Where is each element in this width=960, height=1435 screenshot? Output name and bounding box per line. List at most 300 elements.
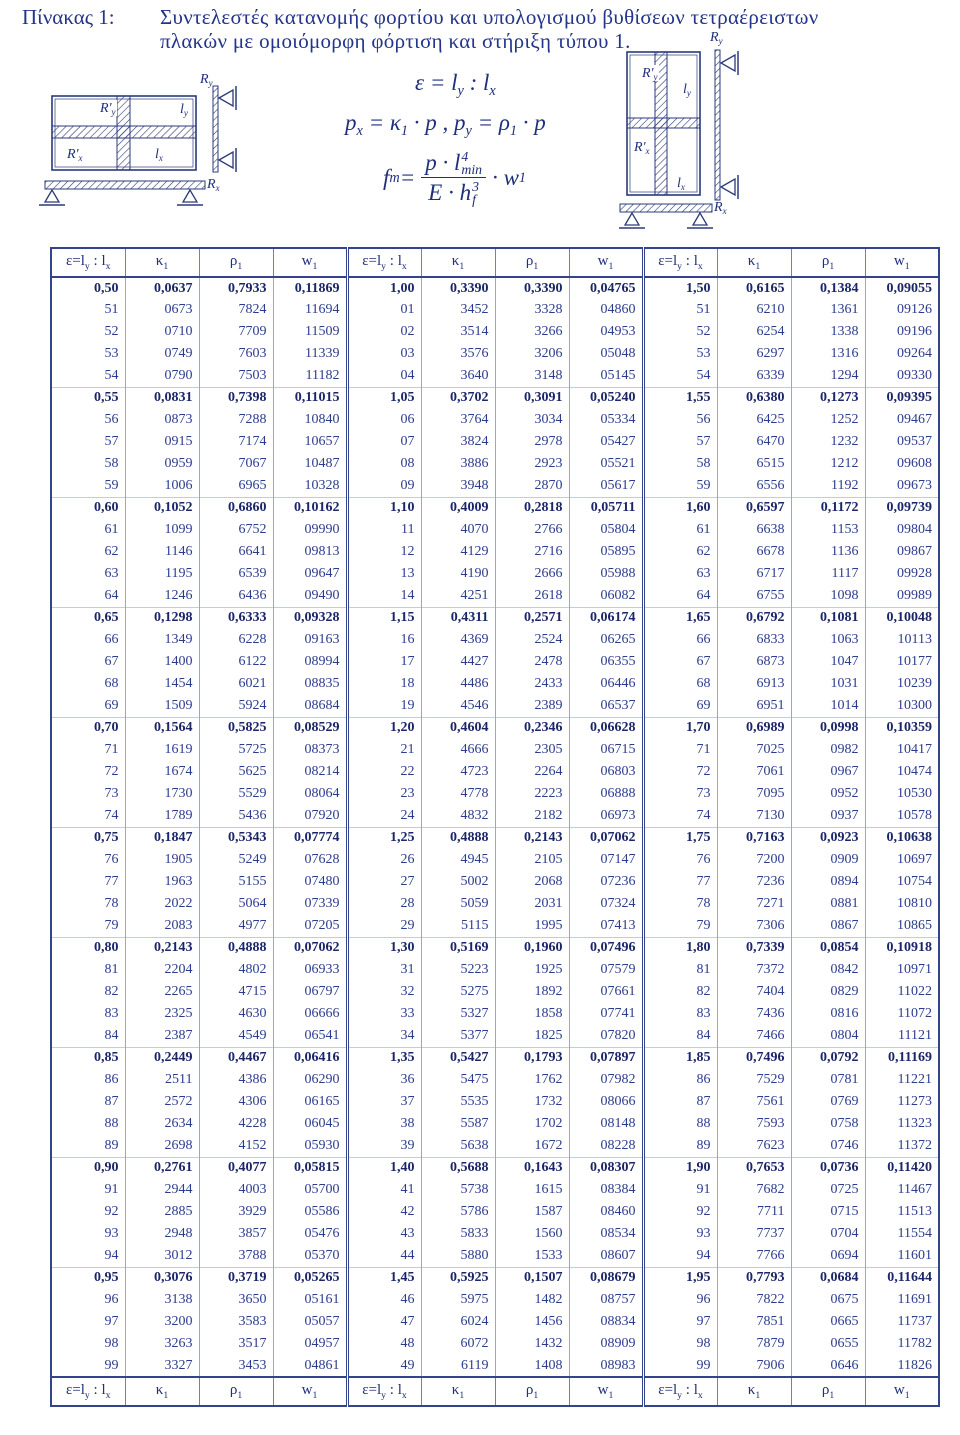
cell-rho1: 1338 bbox=[791, 321, 865, 343]
cell-epsilon: 78 bbox=[643, 893, 717, 915]
table-row bbox=[51, 541, 939, 563]
cell-epsilon: 1,40 bbox=[347, 1157, 421, 1179]
header-w1 bbox=[865, 1377, 939, 1406]
header-kappa1 bbox=[125, 248, 199, 277]
cell-w1: 05804 bbox=[569, 519, 643, 541]
cell-w1: 08994 bbox=[273, 651, 347, 673]
cell-epsilon: 0,75 bbox=[51, 827, 125, 849]
cell-rho1: 4386 bbox=[199, 1069, 273, 1091]
header-text: w bbox=[301, 253, 313, 269]
cell-kappa1: 1963 bbox=[125, 871, 199, 893]
cell-w1: 05895 bbox=[569, 541, 643, 563]
cell-epsilon: 02 bbox=[347, 321, 421, 343]
cell-w1: 11826 bbox=[865, 1355, 939, 1377]
cell-epsilon: 1,20 bbox=[347, 717, 421, 739]
cell-w1: 07339 bbox=[273, 893, 347, 915]
cell-w1: 11513 bbox=[865, 1201, 939, 1223]
cell-kappa1: 3948 bbox=[421, 475, 495, 497]
cell-kappa1: 4129 bbox=[421, 541, 495, 563]
cell-w1: 10177 bbox=[865, 651, 939, 673]
table-row bbox=[51, 321, 939, 343]
cell-rho1: 0909 bbox=[791, 849, 865, 871]
cell-epsilon: 18 bbox=[347, 673, 421, 695]
cell-epsilon: 89 bbox=[643, 1135, 717, 1157]
cell-epsilon: 1,95 bbox=[643, 1267, 717, 1289]
cell-kappa1: 6717 bbox=[717, 563, 791, 585]
cell-epsilon: 64 bbox=[51, 585, 125, 607]
cell-w1: 0,08307 bbox=[569, 1157, 643, 1179]
header-text: ρ bbox=[229, 253, 238, 269]
cell-epsilon: 27 bbox=[347, 871, 421, 893]
formula-text: p · l bbox=[425, 150, 461, 176]
cell-w1: 06666 bbox=[273, 1003, 347, 1025]
cell-rho1: 4977 bbox=[199, 915, 273, 937]
cell-kappa1: 7200 bbox=[717, 849, 791, 871]
table-row bbox=[51, 805, 939, 827]
cell-rho1: 2223 bbox=[495, 783, 569, 805]
cell-rho1: 1762 bbox=[495, 1069, 569, 1091]
cell-epsilon: 74 bbox=[51, 805, 125, 827]
cell-kappa1: 0,1298 bbox=[125, 607, 199, 629]
cell-w1: 11691 bbox=[865, 1289, 939, 1311]
cell-epsilon: 98 bbox=[51, 1333, 125, 1355]
label-r-prime-x: $R'_x$ bbox=[67, 147, 83, 163]
cell-w1: 08148 bbox=[569, 1113, 643, 1135]
cell-w1: 10300 bbox=[865, 695, 939, 717]
cell-w1: 08384 bbox=[569, 1179, 643, 1201]
table-row bbox=[51, 1289, 939, 1311]
cell-w1: 08460 bbox=[569, 1201, 643, 1223]
beam-y bbox=[715, 50, 720, 200]
header-kappa1 bbox=[421, 1377, 495, 1406]
cell-w1: 09647 bbox=[273, 563, 347, 585]
cell-epsilon: 37 bbox=[347, 1091, 421, 1113]
header-text: : l bbox=[682, 253, 698, 269]
cell-rho1: 0,1793 bbox=[495, 1047, 569, 1069]
formula-superscript: 4 bbox=[461, 149, 469, 164]
cell-w1: 10487 bbox=[273, 453, 347, 475]
header-w1 bbox=[273, 248, 347, 277]
cell-kappa1: 2944 bbox=[125, 1179, 199, 1201]
table-row bbox=[51, 1091, 939, 1113]
header-text: : l bbox=[682, 1382, 698, 1398]
cell-rho1: 6436 bbox=[199, 585, 273, 607]
cell-w1: 10328 bbox=[273, 475, 347, 497]
table-row bbox=[51, 849, 939, 871]
cell-w1: 09264 bbox=[865, 343, 939, 365]
cell-w1: 08983 bbox=[569, 1355, 643, 1377]
cell-rho1: 4630 bbox=[199, 1003, 273, 1025]
cell-rho1: 1892 bbox=[495, 981, 569, 1003]
cell-rho1: 2524 bbox=[495, 629, 569, 651]
cell-kappa1: 7436 bbox=[717, 1003, 791, 1025]
header-subscript: x bbox=[105, 261, 111, 272]
cell-w1: 0,09328 bbox=[273, 607, 347, 629]
cell-rho1: 7603 bbox=[199, 343, 273, 365]
cell-w1: 0,06416 bbox=[273, 1047, 347, 1069]
cell-w1: 08534 bbox=[569, 1223, 643, 1245]
header-text: ε=l bbox=[658, 253, 678, 269]
header-text: κ bbox=[747, 253, 756, 269]
cell-epsilon: 08 bbox=[347, 453, 421, 475]
cell-kappa1: 2083 bbox=[125, 915, 199, 937]
cell-kappa1: 1349 bbox=[125, 629, 199, 651]
cell-w1: 0,10359 bbox=[865, 717, 939, 739]
cell-epsilon: 77 bbox=[51, 871, 125, 893]
cell-epsilon: 43 bbox=[347, 1223, 421, 1245]
cell-epsilon: 97 bbox=[51, 1311, 125, 1333]
cell-epsilon: 44 bbox=[347, 1245, 421, 1267]
header-text: w bbox=[893, 1382, 905, 1398]
cell-epsilon: 99 bbox=[51, 1355, 125, 1377]
table-row bbox=[51, 1311, 939, 1333]
cell-rho1: 4152 bbox=[199, 1135, 273, 1157]
cell-rho1: 0,4077 bbox=[199, 1157, 273, 1179]
cell-kappa1: 6024 bbox=[421, 1311, 495, 1333]
cell-kappa1: 1619 bbox=[125, 739, 199, 761]
cell-kappa1: 6072 bbox=[421, 1333, 495, 1355]
cell-epsilon: 91 bbox=[51, 1179, 125, 1201]
cell-epsilon: 11 bbox=[347, 519, 421, 541]
cell-w1: 06797 bbox=[273, 981, 347, 1003]
cell-kappa1: 2511 bbox=[125, 1069, 199, 1091]
cell-rho1: 1316 bbox=[791, 343, 865, 365]
cell-kappa1: 2387 bbox=[125, 1025, 199, 1047]
cell-rho1: 7174 bbox=[199, 431, 273, 453]
header-epsilon bbox=[643, 248, 717, 277]
cell-kappa1: 7623 bbox=[717, 1135, 791, 1157]
cell-w1: 06541 bbox=[273, 1025, 347, 1047]
cell-w1: 04953 bbox=[569, 321, 643, 343]
table-row bbox=[51, 1201, 939, 1223]
cell-rho1: 7288 bbox=[199, 409, 273, 431]
cell-epsilon: 1,65 bbox=[643, 607, 717, 629]
cell-w1: 08757 bbox=[569, 1289, 643, 1311]
header-epsilon bbox=[51, 248, 125, 277]
cell-rho1: 0769 bbox=[791, 1091, 865, 1113]
cell-w1: 05988 bbox=[569, 563, 643, 585]
cell-kappa1: 3576 bbox=[421, 343, 495, 365]
cell-kappa1: 7306 bbox=[717, 915, 791, 937]
cell-rho1: 0867 bbox=[791, 915, 865, 937]
cell-rho1: 0,5343 bbox=[199, 827, 273, 849]
cell-kappa1: 7271 bbox=[717, 893, 791, 915]
cell-rho1: 0,2346 bbox=[495, 717, 569, 739]
cell-w1: 10971 bbox=[865, 959, 939, 981]
cell-kappa1: 0,6989 bbox=[717, 717, 791, 739]
cell-kappa1: 4427 bbox=[421, 651, 495, 673]
cell-w1: 0,09395 bbox=[865, 387, 939, 409]
header-text: w bbox=[893, 253, 905, 269]
table-row bbox=[51, 981, 939, 1003]
cell-w1: 08066 bbox=[569, 1091, 643, 1113]
formula-text: · p , p bbox=[408, 110, 466, 135]
cell-epsilon: 33 bbox=[347, 1003, 421, 1025]
cell-epsilon: 87 bbox=[51, 1091, 125, 1113]
load-distribution-formula bbox=[345, 110, 546, 140]
formula-text: : l bbox=[463, 70, 490, 95]
cell-epsilon: 81 bbox=[643, 959, 717, 981]
cell-rho1: 0,4888 bbox=[199, 937, 273, 959]
cell-w1: 0,10918 bbox=[865, 937, 939, 959]
cell-w1: 06537 bbox=[569, 695, 643, 717]
cell-kappa1: 2948 bbox=[125, 1223, 199, 1245]
cell-w1: 07236 bbox=[569, 871, 643, 893]
cell-kappa1: 7766 bbox=[717, 1245, 791, 1267]
header-subscript: y bbox=[677, 261, 683, 272]
cell-kappa1: 0,1847 bbox=[125, 827, 199, 849]
cell-epsilon: 1,35 bbox=[347, 1047, 421, 1069]
cell-rho1: 0,1273 bbox=[791, 387, 865, 409]
header-rho1 bbox=[199, 248, 273, 277]
cell-rho1: 1117 bbox=[791, 563, 865, 585]
header-epsilon bbox=[51, 1377, 125, 1406]
table-row bbox=[51, 673, 939, 695]
cell-epsilon: 03 bbox=[347, 343, 421, 365]
cell-epsilon: 01 bbox=[347, 299, 421, 321]
cell-kappa1: 7061 bbox=[717, 761, 791, 783]
cell-epsilon: 62 bbox=[51, 541, 125, 563]
cell-kappa1: 7593 bbox=[717, 1113, 791, 1135]
cell-rho1: 5725 bbox=[199, 739, 273, 761]
beam-x bbox=[45, 181, 205, 189]
cell-rho1: 1482 bbox=[495, 1289, 569, 1311]
cell-kappa1: 6638 bbox=[717, 519, 791, 541]
table-row bbox=[51, 1003, 939, 1025]
header-kappa1 bbox=[421, 248, 495, 277]
cell-kappa1: 6515 bbox=[717, 453, 791, 475]
cell-kappa1: 0,5169 bbox=[421, 937, 495, 959]
header-subscript: 1 bbox=[237, 261, 243, 272]
cell-kappa1: 0673 bbox=[125, 299, 199, 321]
support-icon bbox=[45, 190, 59, 202]
header-kappa1 bbox=[125, 1377, 199, 1406]
cell-epsilon: 76 bbox=[51, 849, 125, 871]
cell-epsilon: 06 bbox=[347, 409, 421, 431]
cell-rho1: 0952 bbox=[791, 783, 865, 805]
cell-w1: 0,08529 bbox=[273, 717, 347, 739]
cell-rho1: 1153 bbox=[791, 519, 865, 541]
cell-epsilon: 1,80 bbox=[643, 937, 717, 959]
cell-w1: 08684 bbox=[273, 695, 347, 717]
support-icon bbox=[693, 213, 707, 225]
cell-epsilon: 19 bbox=[347, 695, 421, 717]
cell-rho1: 0646 bbox=[791, 1355, 865, 1377]
header-kappa1 bbox=[717, 248, 791, 277]
cell-w1: 09673 bbox=[865, 475, 939, 497]
cell-w1: 0,11420 bbox=[865, 1157, 939, 1179]
cell-w1: 0,07496 bbox=[569, 937, 643, 959]
cell-w1: 06355 bbox=[569, 651, 643, 673]
cell-kappa1: 4251 bbox=[421, 585, 495, 607]
cell-kappa1: 0,7496 bbox=[717, 1047, 791, 1069]
header-subscript: 1 bbox=[163, 1390, 169, 1401]
cell-kappa1: 0,5688 bbox=[421, 1157, 495, 1179]
cell-w1: 11694 bbox=[273, 299, 347, 321]
table-row bbox=[51, 585, 939, 607]
table-row bbox=[51, 827, 939, 849]
header-subscript: y bbox=[381, 1390, 387, 1401]
header-subscript: y bbox=[84, 1390, 90, 1401]
cell-kappa1: 0873 bbox=[125, 409, 199, 431]
cell-rho1: 1432 bbox=[495, 1333, 569, 1355]
cell-kappa1: 5833 bbox=[421, 1223, 495, 1245]
cell-kappa1: 6755 bbox=[717, 585, 791, 607]
cell-rho1: 3148 bbox=[495, 365, 569, 387]
table-row bbox=[51, 1157, 939, 1179]
cell-kappa1: 0,7793 bbox=[717, 1267, 791, 1289]
cell-kappa1: 7130 bbox=[717, 805, 791, 827]
cell-epsilon: 56 bbox=[51, 409, 125, 431]
cell-rho1: 2264 bbox=[495, 761, 569, 783]
formula-text: ε = l bbox=[415, 70, 458, 95]
cell-rho1: 0675 bbox=[791, 1289, 865, 1311]
table-row bbox=[51, 915, 939, 937]
cell-rho1: 2978 bbox=[495, 431, 569, 453]
cell-kappa1: 6254 bbox=[717, 321, 791, 343]
cell-epsilon: 96 bbox=[51, 1289, 125, 1311]
cell-rho1: 0,2571 bbox=[495, 607, 569, 629]
cell-rho1: 0715 bbox=[791, 1201, 865, 1223]
cell-epsilon: 07 bbox=[347, 431, 421, 453]
cell-rho1: 6122 bbox=[199, 651, 273, 673]
cell-kappa1: 2204 bbox=[125, 959, 199, 981]
cell-rho1: 7503 bbox=[199, 365, 273, 387]
table-row bbox=[51, 871, 939, 893]
cell-epsilon: 92 bbox=[51, 1201, 125, 1223]
cell-kappa1: 0,5925 bbox=[421, 1267, 495, 1289]
cell-kappa1: 4778 bbox=[421, 783, 495, 805]
header-text: κ bbox=[747, 1382, 756, 1398]
cell-epsilon: 84 bbox=[643, 1025, 717, 1047]
cell-w1: 10865 bbox=[865, 915, 939, 937]
cell-w1: 05700 bbox=[273, 1179, 347, 1201]
cell-rho1: 0746 bbox=[791, 1135, 865, 1157]
cell-epsilon: 51 bbox=[51, 299, 125, 321]
cell-w1: 08373 bbox=[273, 739, 347, 761]
cell-epsilon: 1,05 bbox=[347, 387, 421, 409]
cell-epsilon: 38 bbox=[347, 1113, 421, 1135]
label-l-y: $l_y$ bbox=[683, 82, 691, 98]
cell-w1: 0,06628 bbox=[569, 717, 643, 739]
cell-epsilon: 1,10 bbox=[347, 497, 421, 519]
cell-rho1: 0,5825 bbox=[199, 717, 273, 739]
cell-epsilon: 77 bbox=[643, 871, 717, 893]
cell-epsilon: 57 bbox=[51, 431, 125, 453]
cell-w1: 07205 bbox=[273, 915, 347, 937]
cell-kappa1: 0,1564 bbox=[125, 717, 199, 739]
cell-epsilon: 1,25 bbox=[347, 827, 421, 849]
cell-epsilon: 68 bbox=[51, 673, 125, 695]
header-text: : l bbox=[386, 1382, 402, 1398]
header-subscript: x bbox=[697, 1390, 703, 1401]
cell-epsilon: 63 bbox=[51, 563, 125, 585]
cell-w1: 04861 bbox=[273, 1355, 347, 1377]
header-text: ε=l bbox=[362, 1382, 382, 1398]
cell-rho1: 0655 bbox=[791, 1333, 865, 1355]
label-r-prime-y: $R'_y$ bbox=[642, 66, 658, 82]
header-subscript: 1 bbox=[755, 261, 761, 272]
cell-epsilon: 94 bbox=[643, 1245, 717, 1267]
cell-epsilon: 96 bbox=[643, 1289, 717, 1311]
ratio-formula bbox=[415, 70, 496, 100]
cell-w1: 10474 bbox=[865, 761, 939, 783]
cell-epsilon: 42 bbox=[347, 1201, 421, 1223]
cell-w1: 0,05240 bbox=[569, 387, 643, 409]
cell-rho1: 0694 bbox=[791, 1245, 865, 1267]
cell-rho1: 1136 bbox=[791, 541, 865, 563]
cell-w1: 0,07062 bbox=[569, 827, 643, 849]
cell-kappa1: 0,1052 bbox=[125, 497, 199, 519]
cell-rho1: 1047 bbox=[791, 651, 865, 673]
label-r-x: $R_x$ bbox=[714, 200, 727, 216]
cell-rho1: 1014 bbox=[791, 695, 865, 717]
cell-w1: 05427 bbox=[569, 431, 643, 453]
beam-y bbox=[213, 86, 218, 172]
cell-epsilon: 31 bbox=[347, 959, 421, 981]
header-subscript: y bbox=[677, 1390, 683, 1401]
table-body bbox=[51, 277, 939, 1377]
cell-rho1: 2478 bbox=[495, 651, 569, 673]
header-epsilon bbox=[347, 248, 421, 277]
cell-w1: 10754 bbox=[865, 871, 939, 893]
cell-kappa1: 6913 bbox=[717, 673, 791, 695]
cell-kappa1: 0,2143 bbox=[125, 937, 199, 959]
cell-rho1: 1732 bbox=[495, 1091, 569, 1113]
table-row bbox=[51, 629, 939, 651]
cell-rho1: 2389 bbox=[495, 695, 569, 717]
cell-epsilon: 67 bbox=[643, 651, 717, 673]
cell-rho1: 0,0792 bbox=[791, 1047, 865, 1069]
cell-w1: 06973 bbox=[569, 805, 643, 827]
cell-rho1: 0,0923 bbox=[791, 827, 865, 849]
cell-kappa1: 3012 bbox=[125, 1245, 199, 1267]
cell-rho1: 7824 bbox=[199, 299, 273, 321]
cell-rho1: 5924 bbox=[199, 695, 273, 717]
cell-kappa1: 5738 bbox=[421, 1179, 495, 1201]
cell-epsilon: 83 bbox=[51, 1003, 125, 1025]
cell-epsilon: 59 bbox=[643, 475, 717, 497]
cell-epsilon: 62 bbox=[643, 541, 717, 563]
support-icon bbox=[721, 55, 735, 71]
cell-epsilon: 48 bbox=[347, 1333, 421, 1355]
cell-kappa1: 2325 bbox=[125, 1003, 199, 1025]
cell-kappa1: 1099 bbox=[125, 519, 199, 541]
cell-kappa1: 5975 bbox=[421, 1289, 495, 1311]
table-row bbox=[51, 1069, 939, 1091]
cell-w1: 07480 bbox=[273, 871, 347, 893]
header-text: ρ bbox=[229, 1382, 238, 1398]
cell-epsilon: 76 bbox=[643, 849, 717, 871]
header-text: ρ bbox=[525, 1382, 534, 1398]
table-row bbox=[51, 1245, 939, 1267]
cell-rho1: 2666 bbox=[495, 563, 569, 585]
label-l-x: $l_x$ bbox=[155, 147, 163, 163]
cell-kappa1: 5275 bbox=[421, 981, 495, 1003]
formula-subscript: x bbox=[356, 122, 363, 139]
cell-rho1: 0781 bbox=[791, 1069, 865, 1091]
header-subscript: y bbox=[84, 261, 90, 272]
cell-kappa1: 5638 bbox=[421, 1135, 495, 1157]
coefficient-table bbox=[50, 247, 940, 1407]
cell-epsilon: 09 bbox=[347, 475, 421, 497]
cell-kappa1: 7236 bbox=[717, 871, 791, 893]
formula-subscript: y bbox=[465, 122, 472, 139]
header-subscript: 1 bbox=[312, 261, 318, 272]
formula-text: f bbox=[383, 165, 390, 191]
cell-w1: 06165 bbox=[273, 1091, 347, 1113]
cell-rho1: 4802 bbox=[199, 959, 273, 981]
